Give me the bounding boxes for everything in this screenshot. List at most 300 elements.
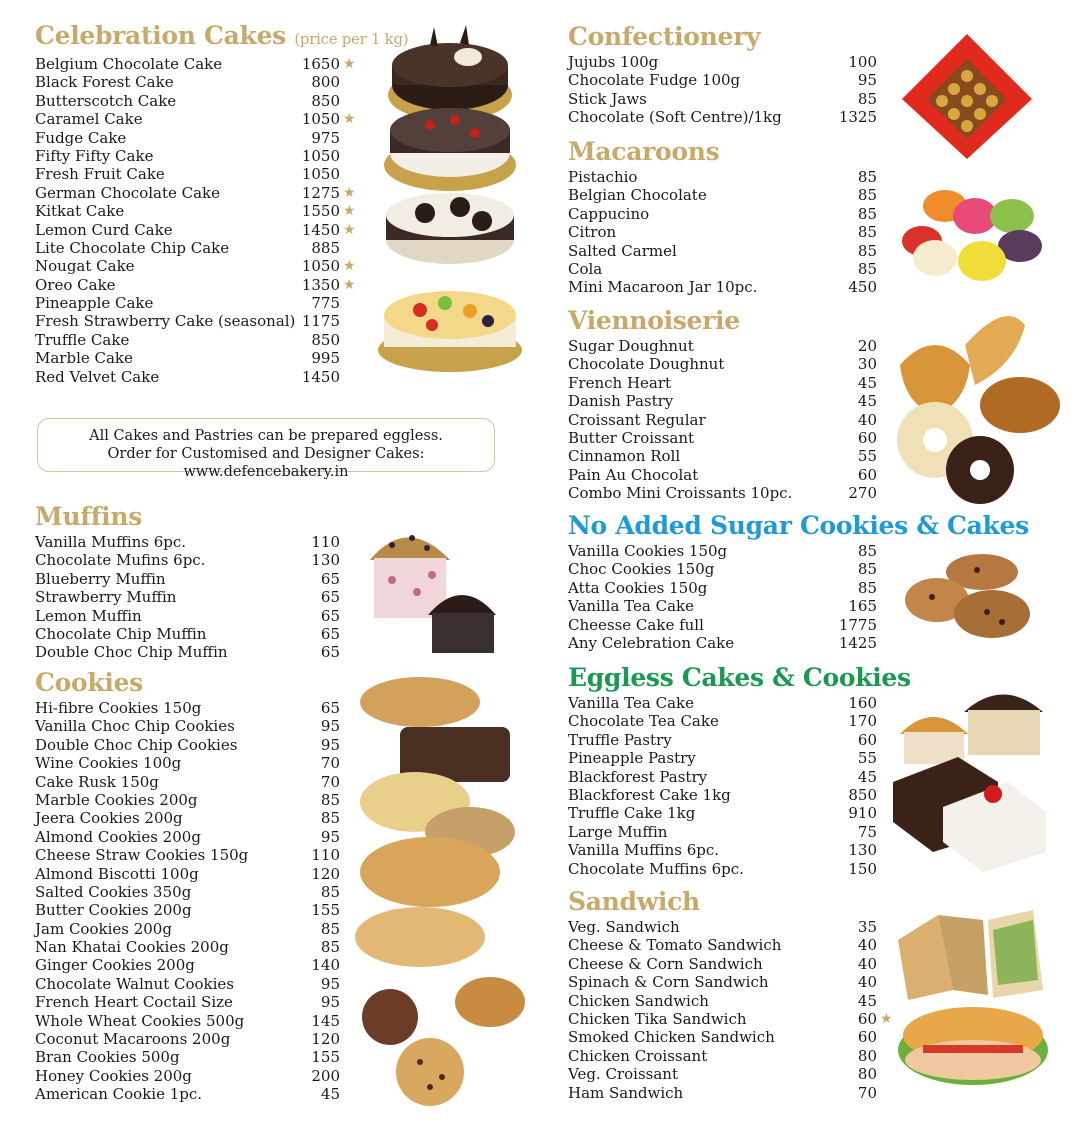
- menu-item-row: [35, 165, 365, 183]
- menu-item-name: Cinnamon Roll: [568, 447, 681, 466]
- menu-item-name: Butterscotch Cake: [35, 91, 177, 110]
- menu-item-price: 95: [320, 993, 340, 1012]
- menu-item-price: 85: [857, 89, 877, 108]
- menu-item-name: Pain Au Chocolat: [568, 465, 699, 484]
- menu-item-name: Cheese & Tomato Sandwich: [568, 936, 782, 955]
- section-title: [35, 21, 409, 53]
- menu-item-name: American Cookie 1pc.: [35, 1085, 203, 1104]
- menu-item-row: [35, 828, 345, 846]
- menu-item-price: 1350: [301, 275, 340, 294]
- menu-item-price: 1450: [301, 367, 340, 386]
- macaroons-title: Macaroons: [568, 137, 720, 166]
- menu-item-row: [35, 73, 365, 91]
- menu-item-price: 1550: [301, 202, 340, 221]
- menu-item-row: [35, 1030, 345, 1048]
- menu-item-price: 850: [311, 330, 340, 349]
- menu-item-price: 200: [311, 1066, 340, 1085]
- sandwich-list: [568, 918, 893, 1102]
- menu-item-name: Wine Cookies 100g: [35, 754, 182, 773]
- menu-item-row: [35, 92, 365, 110]
- menu-item-name: Veg. Sandwich: [568, 918, 680, 936]
- menu-item-name: Butter Cookies 200g: [35, 901, 192, 920]
- menu-item-price: 85: [857, 542, 877, 560]
- menu-item-name: Cola: [568, 259, 603, 278]
- menu-item-name: Ginger Cookies 200g: [35, 956, 195, 975]
- menu-item-name: Chocolate Tea Cake: [568, 712, 719, 731]
- menu-item-price: 800: [311, 73, 340, 92]
- menu-item-price: 885: [311, 238, 340, 257]
- menu-item-price: 60: [857, 1009, 877, 1028]
- menu-item-name: Pineapple Cake: [35, 294, 154, 313]
- menu-item-price: 1275: [301, 183, 340, 202]
- menu-item-row: [568, 1028, 880, 1046]
- cookies-nosugar-photo: [902, 552, 1037, 644]
- menu-item-name: Any Celebration Cake: [568, 633, 735, 652]
- menu-item-price: 85: [857, 186, 877, 205]
- menu-item-price: 60: [857, 730, 877, 749]
- menu-item-price: 975: [311, 128, 340, 147]
- menu-item-row: [35, 331, 365, 349]
- menu-item-name: Jujubs 100g: [568, 53, 659, 71]
- menu-item-name: Oreo Cake: [35, 275, 116, 294]
- menu-item-name: Butter Croissant: [568, 428, 695, 447]
- star-icon: ★: [343, 111, 356, 128]
- menu-item-name: Honey Cookies 200g: [35, 1066, 192, 1085]
- menu-item-name: Veg. Croissant: [568, 1065, 678, 1084]
- menu-item-name: Cappucino: [568, 204, 650, 223]
- eggless-cakes-photo: [888, 682, 1048, 882]
- menu-item-name: Nougat Cake: [35, 257, 135, 276]
- menu-item-row: [568, 955, 880, 973]
- menu-item-row: [35, 147, 365, 165]
- menu-item-row: [35, 588, 345, 606]
- menu-item-name: Blackforest Pastry: [568, 767, 708, 786]
- menu-item-row: [568, 597, 880, 615]
- star-icon: ★: [343, 56, 356, 72]
- menu-item-row: [568, 841, 880, 859]
- menu-item-name: Double Choc Chip Muffin: [35, 643, 228, 662]
- menu-item-name: Vanilla Choc Chip Cookies: [35, 717, 235, 736]
- no-sugar-title: No Added Sugar Cookies & Cakes: [568, 511, 1029, 540]
- menu-item-price: 1050: [301, 110, 340, 129]
- menu-item-name: Coconut Macaroons 200g: [35, 1030, 231, 1049]
- menu-item-row: [568, 466, 880, 484]
- menu-item-name: Bran Cookies 500g: [35, 1048, 180, 1067]
- menu-item-row: [568, 242, 880, 260]
- muffins-section: [35, 503, 345, 662]
- muffins-title: Muffins: [35, 502, 143, 531]
- menu-item-row: [568, 355, 880, 373]
- menu-item-name: Cheesse Cake full: [568, 615, 704, 634]
- menu-item-name: Chocolate Fudge 100g: [568, 71, 741, 90]
- menu-item-price: 95: [320, 735, 340, 754]
- menu-item-row: [35, 533, 345, 551]
- menu-item-price: 850: [311, 91, 340, 110]
- menu-item-name: Chicken Croissant: [568, 1046, 708, 1065]
- menu-item-name: Truffle Pastry: [568, 730, 672, 749]
- macarons-photo: [900, 186, 1045, 286]
- menu-item-row: [568, 484, 880, 502]
- menu-item-row: [35, 754, 345, 772]
- menu-item-price: 155: [311, 901, 340, 920]
- menu-item-row: [35, 1085, 345, 1103]
- menu-item-name: Choc Cookies 150g: [568, 560, 715, 579]
- menu-item-name: Croissant Regular: [568, 410, 706, 429]
- menu-item-price: 70: [320, 754, 340, 773]
- menu-item-row: [35, 846, 345, 864]
- menu-item-row: [568, 768, 880, 786]
- menu-item-name: Vanilla Muffins 6pc.: [35, 533, 187, 551]
- menu-item-name: Fresh Strawberry Cake (seasonal): [35, 312, 296, 331]
- menu-item-name: Red Velvet Cake: [35, 367, 160, 386]
- menu-item-price: 45: [857, 991, 877, 1010]
- menu-item-name: Vanilla Tea Cake: [568, 597, 694, 616]
- menu-item-price: 70: [857, 1083, 877, 1102]
- menu-item-price: 85: [857, 578, 877, 597]
- menu-item-price: 160: [848, 694, 877, 712]
- viennoiserie-list: [568, 337, 880, 503]
- menu-item-price: 995: [311, 349, 340, 368]
- menu-item-price: 95: [320, 827, 340, 846]
- no-sugar-section: [568, 511, 1029, 652]
- menu-item-name: Cheese Straw Cookies 150g: [35, 846, 249, 865]
- menu-item-row: [568, 392, 880, 410]
- menu-item-price: 55: [857, 447, 877, 466]
- menu-item-name: Jam Cookies 200g: [35, 919, 172, 938]
- menu-item-row: [35, 110, 365, 128]
- menu-item-price: 110: [311, 533, 340, 551]
- menu-item-price: 85: [320, 919, 340, 938]
- menu-item-row: [35, 901, 345, 919]
- menu-item-row: [568, 447, 880, 465]
- menu-item-price: 910: [848, 804, 877, 823]
- menu-item-price: 170: [848, 712, 877, 731]
- celebration-subtitle: (price per 1 kg): [294, 30, 409, 48]
- menu-item-row: [568, 749, 880, 767]
- menu-item-price: 1175: [301, 312, 340, 331]
- menu-item-name: Cake Rusk 150g: [35, 772, 159, 791]
- menu-item-row: [568, 1084, 880, 1102]
- menu-item-price: 450: [848, 278, 877, 297]
- menu-item-price: 60: [857, 465, 877, 484]
- menu-item-price: 65: [320, 643, 340, 662]
- menu-item-row: [568, 694, 880, 712]
- menu-item-row: [568, 168, 880, 186]
- menu-item-row: [568, 712, 880, 730]
- menu-item-row: [568, 1009, 893, 1028]
- menu-item-price: 85: [320, 809, 340, 828]
- pastries-photo: [895, 305, 1060, 505]
- menu-item-price: 270: [848, 484, 877, 503]
- menu-item-name: Pineapple Pastry: [568, 749, 696, 768]
- confectionery-list: [568, 53, 880, 127]
- menu-item-price: 1050: [301, 165, 340, 184]
- sandwich-section: [568, 887, 893, 1102]
- menu-item-price: 85: [857, 223, 877, 242]
- menu-item-name: Vanilla Tea Cake: [568, 694, 694, 712]
- menu-item-name: Stick Jaws: [568, 89, 647, 108]
- menu-item-price: 85: [857, 560, 877, 579]
- menu-item-name: Chocolate Mufins 6pc.: [35, 551, 206, 570]
- menu-item-name: Lemon Muffin: [35, 606, 142, 625]
- menu-item-row: [35, 809, 345, 827]
- menu-item-row: [568, 337, 880, 355]
- menu-item-row: [568, 579, 880, 597]
- menu-item-name: Belgian Chocolate: [568, 186, 707, 205]
- menu-item-price: 1050: [301, 146, 340, 165]
- menu-item-name: Pistachio: [568, 168, 638, 186]
- menu-item-name: Kitkat Cake: [35, 202, 125, 221]
- menu-item-name: Combo Mini Croissants 10pc.: [568, 484, 793, 503]
- menu-item-row: [35, 1012, 345, 1030]
- menu-item-name: German Chocolate Cake: [35, 183, 221, 202]
- menu-item-row: [35, 791, 345, 809]
- chocolate-box-photo: [892, 24, 1042, 159]
- menu-item-row: [568, 786, 880, 804]
- menu-item-name: Jeera Cookies 200g: [35, 809, 183, 828]
- menu-item-row: [568, 731, 880, 749]
- menu-item-name: Fresh Fruit Cake: [35, 165, 165, 184]
- cookies-section: [35, 669, 345, 1104]
- celebration-title: Celebration Cakes: [35, 21, 286, 50]
- menu-item-price: 1775: [838, 615, 877, 634]
- menu-item-row: [568, 278, 880, 296]
- menu-item-price: 60: [857, 1028, 877, 1047]
- menu-item-price: 850: [848, 785, 877, 804]
- menu-item-price: 40: [857, 936, 877, 955]
- menu-item-name: Fifty Fifty Cake: [35, 146, 154, 165]
- menu-item-row: [35, 1048, 345, 1066]
- menu-item-price: 80: [857, 1046, 877, 1065]
- menu-item-price: 150: [848, 859, 877, 878]
- menu-item-price: 65: [320, 606, 340, 625]
- star-icon: ★: [343, 221, 356, 238]
- menu-item-name: Citron: [568, 223, 617, 242]
- menu-item-name: Truffle Cake 1kg: [568, 804, 696, 823]
- menu-item-price: 85: [320, 882, 340, 901]
- muffins-photo: [362, 520, 522, 660]
- menu-item-name: Spinach & Corn Sandwich: [568, 973, 769, 992]
- menu-item-row: [35, 276, 365, 294]
- menu-item-price: 70: [320, 772, 340, 791]
- menu-item-row: [35, 736, 345, 754]
- menu-item-name: Vanilla Cookies 150g: [568, 542, 728, 560]
- menu-item-row: [35, 570, 345, 588]
- macaroons-section: [568, 138, 880, 297]
- menu-item-price: 65: [320, 624, 340, 643]
- menu-item-row: [35, 349, 365, 367]
- menu-item-name: Chicken Sandwich: [568, 991, 709, 1010]
- menu-item-price: 95: [857, 71, 877, 90]
- menu-item-row: [568, 542, 880, 560]
- menu-item-price: 130: [848, 841, 877, 860]
- menu-item-name: Lite Chocolate Chip Cake: [35, 238, 230, 257]
- menu-item-row: [35, 294, 365, 312]
- menu-item-row: [568, 973, 880, 991]
- menu-item-price: 45: [857, 392, 877, 411]
- menu-item-row: [568, 260, 880, 278]
- menu-item-name: Black Forest Cake: [35, 73, 174, 92]
- menu-item-row: [568, 918, 880, 936]
- menu-item-row: [35, 993, 345, 1011]
- menu-item-row: [35, 551, 345, 569]
- menu-item-row: [35, 717, 345, 735]
- menu-item-name: Salted Carmel: [568, 241, 677, 260]
- star-icon: ★: [343, 203, 356, 220]
- menu-item-price: 155: [311, 1048, 340, 1067]
- menu-item-name: Whole Wheat Cookies 500g: [35, 1011, 245, 1030]
- menu-item-price: 65: [320, 569, 340, 588]
- no-sugar-list: [568, 542, 880, 652]
- menu-item-row: [568, 205, 880, 223]
- menu-item-row: [568, 560, 880, 578]
- menu-item-row: [568, 1065, 880, 1083]
- menu-item-row: [35, 883, 345, 901]
- menu-item-row: [568, 429, 880, 447]
- menu-item-price: 1050: [301, 257, 340, 276]
- menu-item-name: Almond Cookies 200g: [35, 827, 201, 846]
- menu-item-price: 1325: [838, 108, 877, 127]
- eggless-title: Eggless Cakes & Cookies: [568, 663, 911, 692]
- menu-item-row: [568, 804, 880, 822]
- menu-item-price: 85: [857, 204, 877, 223]
- celebration-list: [35, 55, 365, 386]
- viennoiserie-title: Viennoiserie: [568, 306, 740, 335]
- menu-item-price: 140: [311, 956, 340, 975]
- menu-item-price: 130: [311, 551, 340, 570]
- menu-item-price: 40: [857, 973, 877, 992]
- menu-item-name: Blackforest Cake 1kg: [568, 785, 731, 804]
- menu-item-price: 30: [857, 355, 877, 374]
- menu-item-row: [568, 992, 880, 1010]
- menu-item-name: Fudge Cake: [35, 128, 127, 147]
- menu-item-name: Marble Cookies 200g: [35, 790, 198, 809]
- menu-item-price: 1650: [301, 55, 340, 73]
- menu-item-name: Lemon Curd Cake: [35, 220, 173, 239]
- cookies-title: Cookies: [35, 668, 143, 697]
- menu-item-price: 95: [320, 974, 340, 993]
- menu-item-price: 55: [857, 749, 877, 768]
- menu-item-price: 60: [857, 428, 877, 447]
- menu-item-price: 45: [320, 1085, 340, 1104]
- menu-item-price: 85: [857, 168, 877, 186]
- menu-item-row: [35, 956, 345, 974]
- sandwich-photo: [893, 910, 1058, 1105]
- menu-item-price: 165: [848, 597, 877, 616]
- menu-item-name: Mini Macaroon Jar 10pc.: [568, 278, 758, 297]
- menu-item-row: [35, 239, 365, 257]
- menu-item-row: [35, 55, 365, 73]
- menu-item-price: 85: [857, 241, 877, 260]
- menu-item-row: [568, 634, 880, 652]
- menu-item-name: Salted Cookies 350g: [35, 882, 192, 901]
- menu-item-row: [568, 71, 880, 89]
- star-icon: ★: [880, 1010, 893, 1027]
- celebration-cakes-section: [35, 21, 409, 386]
- menu-item-row: [35, 221, 365, 239]
- menu-item-row: [35, 129, 365, 147]
- menu-item-row: [568, 90, 880, 108]
- menu-item-name: Truffle Cake: [35, 330, 130, 349]
- eggless-note-box: [37, 418, 495, 480]
- menu-item-price: 110: [311, 846, 340, 865]
- menu-item-price: 40: [857, 954, 877, 973]
- macaroons-list: [568, 168, 880, 297]
- menu-item-name: Marble Cake: [35, 349, 133, 368]
- menu-item-row: [35, 773, 345, 791]
- menu-item-row: [35, 938, 345, 956]
- menu-item-price: 85: [857, 259, 877, 278]
- note-line-2: Order for Customised and Designer Cakes: www.defencebakery.in: [107, 446, 425, 480]
- menu-item-row: [568, 936, 880, 954]
- menu-item-row: [568, 860, 880, 878]
- menu-item-row: [35, 975, 345, 993]
- menu-item-row: [35, 184, 365, 202]
- eggless-list: [568, 694, 880, 878]
- menu-item-name: Vanilla Muffins 6pc.: [568, 841, 720, 860]
- menu-item-price: 20: [857, 337, 877, 355]
- menu-item-price: 45: [857, 767, 877, 786]
- menu-item-price: 45: [857, 373, 877, 392]
- menu-item-row: [568, 108, 880, 126]
- menu-item-price: 80: [857, 1065, 877, 1084]
- menu-item-row: [35, 865, 345, 883]
- menu-item-row: [35, 920, 345, 938]
- menu-item-price: 1450: [301, 220, 340, 239]
- menu-item-name: Cheese & Corn Sandwich: [568, 954, 763, 973]
- star-icon: ★: [343, 276, 356, 293]
- menu-item-price: 120: [311, 864, 340, 883]
- menu-item-name: Chicken Tika Sandwich: [568, 1009, 747, 1028]
- menu-item-name: Chocolate Muffins 6pc.: [568, 859, 744, 878]
- muffins-list: [35, 533, 345, 662]
- menu-item-name: Strawberry Muffin: [35, 588, 177, 607]
- note-line-1: All Cakes and Pastries can be prepared eggless.: [89, 428, 443, 444]
- menu-item-name: Nan Khatai Cookies 200g: [35, 938, 229, 957]
- menu-item-name: Chocolate (Soft Centre)/1kg: [568, 108, 782, 127]
- menu-item-price: 75: [857, 822, 877, 841]
- menu-item-row: [35, 607, 345, 625]
- menu-item-name: Blueberry Muffin: [35, 569, 166, 588]
- menu-item-name: Almond Biscotti 100g: [35, 864, 199, 883]
- menu-item-row: [568, 823, 880, 841]
- menu-item-name: Double Choc Chip Cookies: [35, 735, 238, 754]
- menu-item-row: [35, 312, 365, 330]
- menu-item-row: [35, 257, 365, 275]
- menu-item-price: 145: [311, 1011, 340, 1030]
- viennoiserie-section: [568, 307, 880, 503]
- menu-item-price: 775: [311, 294, 340, 313]
- cookies-list: [35, 699, 345, 1104]
- menu-item-name: Hi-fibre Cookies 150g: [35, 699, 202, 717]
- menu-item-price: 65: [320, 588, 340, 607]
- menu-item-name: Chocolate Walnut Cookies: [35, 974, 234, 993]
- menu-item-row: [568, 411, 880, 429]
- menu-item-name: Caramel Cake: [35, 110, 143, 129]
- menu-item-row: [568, 223, 880, 241]
- confectionery-section: [568, 23, 880, 127]
- menu-item-price: 120: [311, 1030, 340, 1049]
- cookies-photo: [350, 672, 525, 1112]
- menu-item-row: [35, 368, 365, 386]
- star-icon: ★: [343, 184, 356, 201]
- eggless-section: [568, 663, 911, 878]
- menu-item-name: French Heart Coctail Size: [35, 993, 233, 1012]
- sandwich-title: Sandwich: [568, 887, 700, 916]
- tiered-cakes-photo: [370, 25, 530, 375]
- menu-item-price: 100: [848, 53, 877, 71]
- menu-item-row: [568, 1047, 880, 1065]
